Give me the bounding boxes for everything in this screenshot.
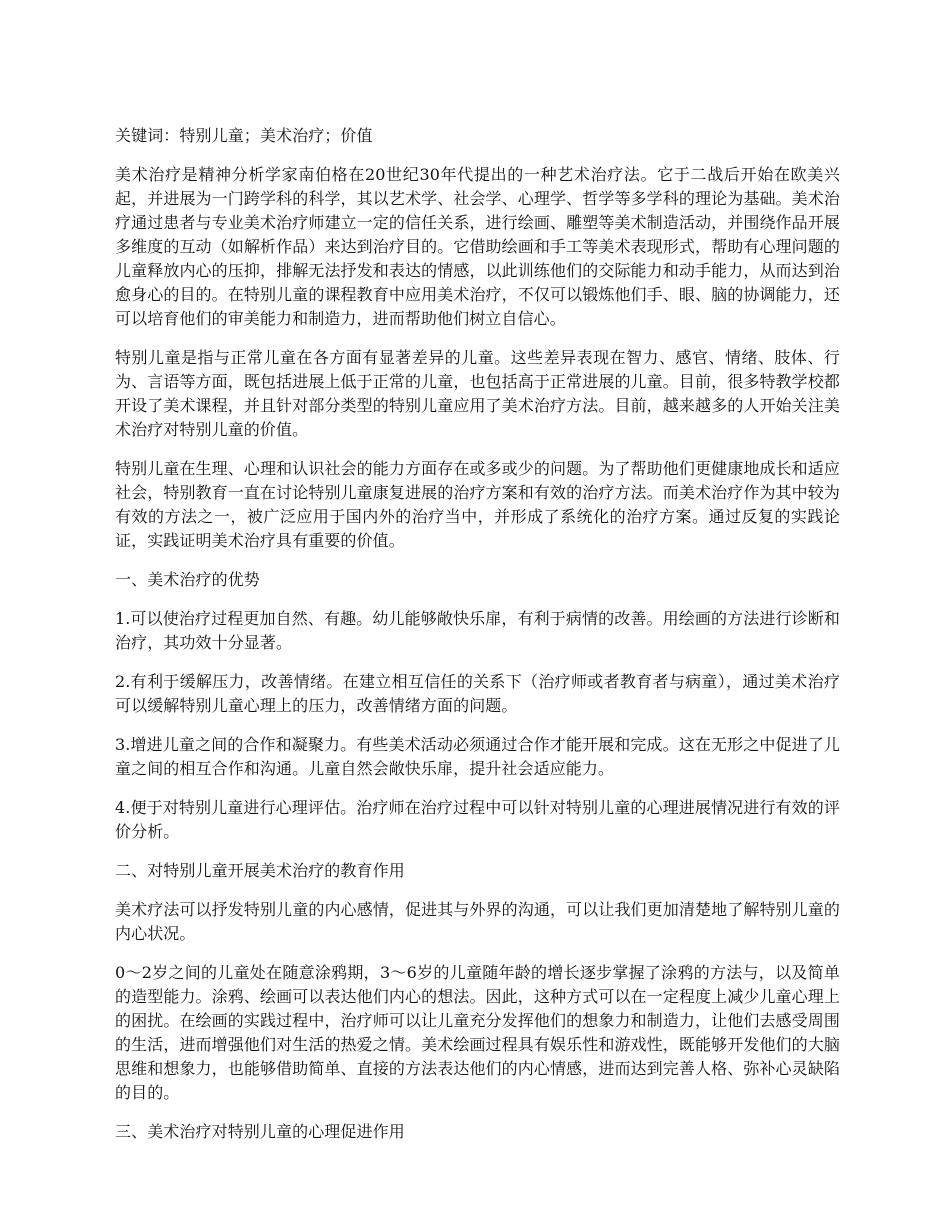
advantage-item-2: 2.有利于缓解压力，改善情绪。在建立相互信任的关系下（治疗师或者教育者与病童），通过美术治疗可以缓解特别儿童心理上的压力，改善情绪方面的问题。 (115, 672, 840, 715)
section-heading-1: 一、美术治疗的优势 (115, 570, 260, 589)
intro-paragraph-3: 特别儿童在生理、心理和认识社会的能力方面存在或多或少的问题。为了帮助他们更健康地成长和适应社会，特别教育一直在讨论特别儿童康复进展的治疗方案和有效的治疗方法。而美术治疗作为其中较为有效的方法之一，被广泛应用于国内外的治疗当中，并形成了系统化的治疗方案。通过反复的实践论证，实践证明美术治疗具有重要的价值。 (115, 459, 840, 550)
intro-paragraph-1: 美术治疗是精神分析学家南伯格在20世纪30年代提出的一种艺术治疗法。它于二战后开始在欧美兴起，并进展为一门跨学科的科学，其以艺术学、社会学、心理学、哲学等多学科的理论为基础。美术治疗通过患者与专业美术治疗师建立一定的信任关系，进行绘画、雕塑等美术制造活动，并围绕作品开展多维度的互动（如解析作品）来达到治疗目的。它借助绘画和手工等美术表现形式，帮助有心理问题的儿童释放内心的压抑，排解无法抒发和表达的情感，以此训练他们的交际能力和动手能力，从而达到治愈身心的目的。在特别儿童的课程教育中应用美术治疗，不仅可以锻炼他们手、眼、脑的协调能力，还可以培育他们的审美能力和制造力，进而帮助他们树立自信心。 (115, 165, 840, 328)
education-paragraph-2: 0～2岁之间的儿童处在随意涂鸦期，3～6岁的儿童随年龄的增长逐步掌握了涂鸦的方法与，以及简单的造型能力。涂鸦、绘画可以表达他们内心的想法。因此，这种方式可以在一定程度上减少儿童心理上的困扰。在绘画的实践过程中，治疗师可以让儿童充分发挥他们的想象力和制造力，让他们去感受周围的生活，进而增强他们对生活的热爱之情。美术绘画过程具有娱乐性和游戏性，既能够开发他们的大脑思维和想象力，也能够借助简单、直接的方法表达他们的内心情感，进而达到完善人格、弥补心灵缺陷的目的。 (115, 963, 840, 1102)
advantage-item-1: 1.可以使治疗过程更加自然、有趣。幼儿能够敞快乐扉，有利于病情的改善。用绘画的方法进行诊断和治疗，其功效十分显著。 (115, 609, 840, 652)
keywords-line: 关键词：特别儿童；美术治疗；价值 (115, 126, 373, 145)
education-paragraph-1: 美术疗法可以抒发特别儿童的内心感情，促进其与外界的沟通，可以让我们更加清楚地了解特别儿童的内心状况。 (115, 900, 840, 943)
section-heading-3: 三、美术治疗对特别儿童的心理促进作用 (115, 1122, 405, 1141)
intro-paragraph-2: 特别儿童是指与正常儿童在各方面有显著差异的儿童。这些差异表现在智力、感官、情绪、肢体、行为、言语等方面，既包括进展上低于正常的儿童，也包括高于正常进展的儿童。目前，很多特教学校都开设了美术课程，并且针对部分类型的特别儿童应用了美术治疗方法。目前，越来越多的人开始关注美术治疗对特别儿童的价值。 (115, 348, 840, 439)
section-heading-2: 二、对特别儿童开展美术治疗的教育作用 (115, 861, 405, 880)
advantage-item-3: 3.增进儿童之间的合作和凝聚力。有些美术活动必须通过合作才能开展和完成。这在无形之中促进了儿童之间的相互合作和沟通。儿童自然会敞快乐扉，提升社会适应能力。 (115, 735, 840, 778)
advantage-item-4: 4.便于对特别儿童进行心理评估。治疗师在治疗过程中可以针对特别儿童的心理进展情况进行有效的评价分析。 (115, 798, 840, 841)
document-page (115, 124, 840, 1159)
